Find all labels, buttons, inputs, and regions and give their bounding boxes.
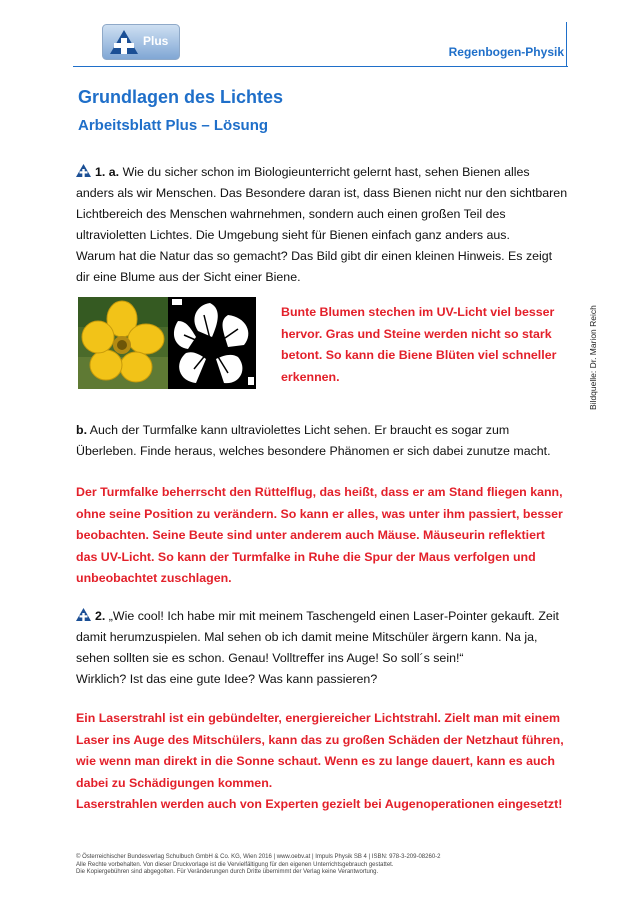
footer-line: © Österreichischer Bundesverlag Schulbuch GmbH & Co. KG, Wien 2016 | www.oebv.at | Impuls Physik SB 4 | ISBN: 978-3-209-08260-2	[76, 854, 441, 860]
answer-2-extra: Laserstrahlen werden auch von Experten gezielt bei Augenoperationen eingesetzt!	[76, 797, 563, 811]
task-2-text	[76, 606, 568, 690]
task-number: 1. a.	[95, 165, 120, 179]
plus-logo	[102, 24, 180, 60]
task-text: „Wie cool! Ich habe mir mit meinem Taschengeld einen Laser-Pointer gekauft. Zeit damit herumzuspielen. Mal sehen ob ich damit meine Mitschüler ärgern kann. Na ja, sehen sollten sie es schon. Genau! Volltreffer ins Auge! So soll´s sein!“	[76, 609, 559, 665]
task-text: Wie du sicher schon im Biologieunterricht gelernt hast, sehen Bienen alles anders als wir Menschen. Das Besondere daran ist, dass Bienen nicht nur den sichtbaren Lichtbereich des Menschen wahrnehmen, sondern auch einen großen Teil des ultravioletten Lichtes. Die Umgebung sieht für Bienen einfach ganz anders aus.	[76, 165, 568, 242]
answer-1a: Bunte Blumen stechen im UV-Licht viel besser hervor. Gras und Steine werden nicht so stark betont. So kann die Biene Blüten viel schneller erkennen.	[281, 305, 557, 384]
brand-label: Regenbogen-Physik	[448, 45, 564, 59]
task-1b-text	[76, 420, 568, 462]
answer-1b: Der Turmfalke beherrscht den Rüttelflug, das heißt, dass er am Stand fliegen kann, ohne seine Position zu verändern. So kann er alles, was unter ihm passiert, besser beobachten. Seine Beute sind unter anderem auch Mäuse. Mäuseurin reflektiert das UV-Licht. So kann der Turmfalke in Ruhe die Spur der Maus verfolgen und unbeobachtet zuschlagen.	[76, 485, 563, 585]
task-text: Auch der Turmfalke kann ultraviolettes Licht sehen. Er braucht es sogar zum Überleben. Finde heraus, welches besondere Phänomen er sich dabei zunutze macht.	[76, 423, 551, 458]
page-subtitle: Arbeitsblatt Plus – Lösung	[78, 117, 269, 134]
answer-2-main: Ein Laserstrahl ist ein gebündelter, energiereicher Lichtstrahl. Zielt man mit einem Laser ins Auge des Mitschülers, kann das zu großen Schäden der Netzhaut führen, wie wenn man direkt in die Sonne schaut. Wenn es zu lange dauert, kann es auch dabei zu Schädigungen kommen.	[76, 711, 564, 790]
image-credit-text: Bildquelle: Dr. Marion Reich	[588, 305, 598, 410]
footer-line: Alle Rechte vorbehalten. Von dieser Druckvorlage ist die Vervielfältigung für den eigenen Unterrichtsgebrauch gestattet.	[76, 861, 394, 868]
task-number: 2.	[95, 609, 106, 623]
logo-text: Plus	[143, 34, 169, 48]
footer-line: Die Kopiergebühren sind abgegolten. Für Veränderungen durch Dritte übernimmt der Verlag keine Verantwortung.	[76, 869, 379, 875]
task-1a-text	[76, 162, 568, 288]
task-question: Warum hat die Natur das so gemacht? Das Bild gibt dir einen kleinen Hinweis. Es zeigt dir eine Blume aus der Sicht einer Biene.	[76, 249, 553, 284]
task-number: b.	[76, 423, 88, 437]
image-credit	[588, 260, 604, 410]
task-triangle-icon	[76, 608, 91, 621]
header-rule	[73, 66, 568, 67]
flower-images	[78, 297, 256, 389]
answer-2	[76, 708, 568, 816]
task-question: Wirklich? Ist das eine gute Idee? Was kann passieren?	[76, 672, 378, 686]
footer	[76, 854, 576, 877]
task-triangle-icon	[76, 164, 91, 177]
page-title: Grundlagen des Lichtes	[78, 87, 284, 107]
header-rule-right	[566, 22, 567, 67]
